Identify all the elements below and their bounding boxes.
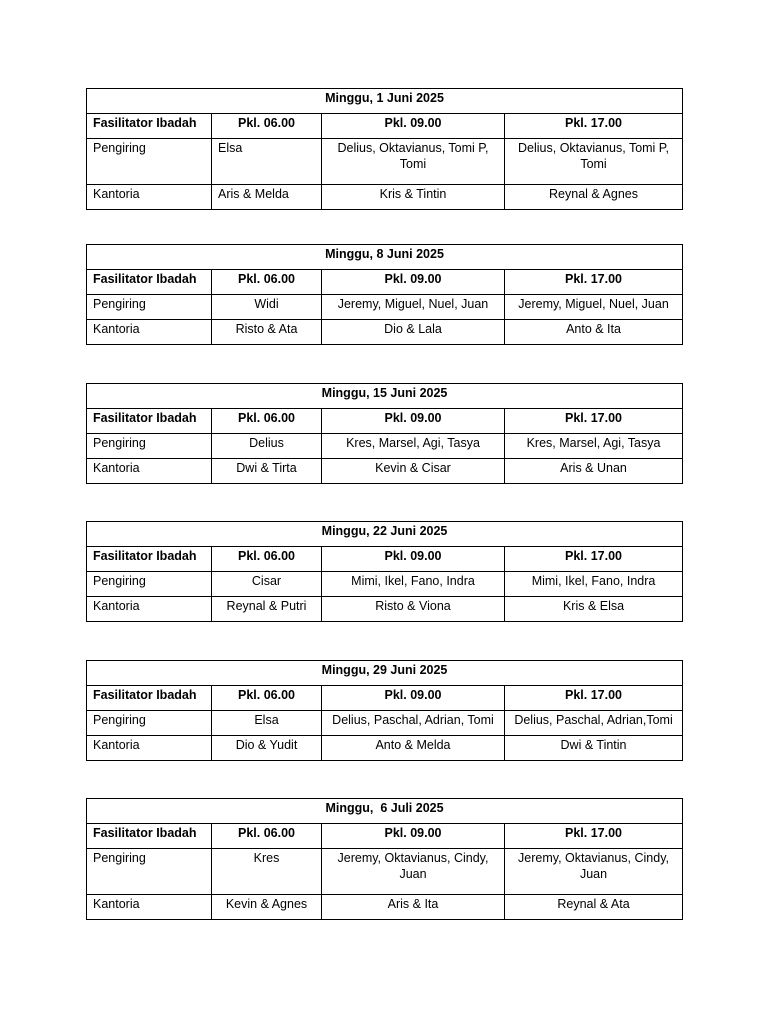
row-label-kantoria: Kantoria <box>87 459 212 484</box>
schedule-table <box>86 660 683 761</box>
row-label-kantoria: Kantoria <box>87 185 212 210</box>
cell-1700: Anto & Ita <box>505 320 683 345</box>
cell-0900: Delius, Paschal, Adrian, Tomi <box>322 711 505 736</box>
schedule-date-title: Minggu, 15 Juni 2025 <box>87 384 683 409</box>
header-time-0900: Pkl. 09.00 <box>322 686 505 711</box>
schedule-date-title: Minggu, 1 Juni 2025 <box>87 89 683 114</box>
row-label-pengiring: Pengiring <box>87 295 212 320</box>
schedule-table <box>86 521 683 622</box>
header-time-1700: Pkl. 17.00 <box>505 270 683 295</box>
header-time-0600: Pkl. 06.00 <box>212 114 322 139</box>
cell-0900: Risto & Viona <box>322 597 505 622</box>
header-time-0600: Pkl. 06.00 <box>212 409 322 434</box>
cell-0600: Dwi & Tirta <box>212 459 322 484</box>
cell-0600: Dio & Yudit <box>212 736 322 761</box>
cell-1700: Delius, Paschal, Adrian,Tomi <box>505 711 683 736</box>
schedule-table <box>86 88 683 210</box>
cell-1700: Kres, Marsel, Agi, Tasya <box>505 434 683 459</box>
cell-0900: Jeremy, Miguel, Nuel, Juan <box>322 295 505 320</box>
header-role: Fasilitator Ibadah <box>87 409 212 434</box>
schedule-table <box>86 244 683 345</box>
cell-1700: Dwi & Tintin <box>505 736 683 761</box>
cell-0600: Elsa <box>212 139 322 185</box>
header-time-0900: Pkl. 09.00 <box>322 824 505 849</box>
row-label-kantoria: Kantoria <box>87 895 212 920</box>
cell-0900: Kevin & Cisar <box>322 459 505 484</box>
row-label-pengiring: Pengiring <box>87 572 212 597</box>
header-time-0600: Pkl. 06.00 <box>212 270 322 295</box>
row-label-kantoria: Kantoria <box>87 320 212 345</box>
cell-0600: Widi <box>212 295 322 320</box>
header-time-1700: Pkl. 17.00 <box>505 409 683 434</box>
cell-1700: Jeremy, Oktavianus, Cindy, Juan <box>505 849 683 895</box>
cell-0600: Kevin & Agnes <box>212 895 322 920</box>
row-label-pengiring: Pengiring <box>87 139 212 185</box>
row-label-kantoria: Kantoria <box>87 597 212 622</box>
header-time-0900: Pkl. 09.00 <box>322 547 505 572</box>
schedule-table <box>86 798 683 920</box>
header-time-0900: Pkl. 09.00 <box>322 270 505 295</box>
header-role: Fasilitator Ibadah <box>87 547 212 572</box>
cell-0900: Aris & Ita <box>322 895 505 920</box>
cell-0600: Elsa <box>212 711 322 736</box>
header-role: Fasilitator Ibadah <box>87 686 212 711</box>
cell-1700: Reynal & Ata <box>505 895 683 920</box>
schedule-date-title: Minggu, 22 Juni 2025 <box>87 522 683 547</box>
cell-1700: Reynal & Agnes <box>505 185 683 210</box>
header-time-1700: Pkl. 17.00 <box>505 824 683 849</box>
header-role: Fasilitator Ibadah <box>87 114 212 139</box>
cell-0900: Anto & Melda <box>322 736 505 761</box>
cell-0900: Jeremy, Oktavianus, Cindy, Juan <box>322 849 505 895</box>
header-time-0600: Pkl. 06.00 <box>212 824 322 849</box>
header-time-1700: Pkl. 17.00 <box>505 547 683 572</box>
header-time-1700: Pkl. 17.00 <box>505 686 683 711</box>
cell-1700: Jeremy, Miguel, Nuel, Juan <box>505 295 683 320</box>
cell-0900: Kris & Tintin <box>322 185 505 210</box>
header-time-0600: Pkl. 06.00 <box>212 686 322 711</box>
row-label-kantoria: Kantoria <box>87 736 212 761</box>
header-time-0900: Pkl. 09.00 <box>322 409 505 434</box>
schedule-date-title: Minggu, 8 Juni 2025 <box>87 245 683 270</box>
cell-0600: Risto & Ata <box>212 320 322 345</box>
cell-0900: Kres, Marsel, Agi, Tasya <box>322 434 505 459</box>
cell-0900: Dio & Lala <box>322 320 505 345</box>
row-label-pengiring: Pengiring <box>87 711 212 736</box>
cell-0900: Mimi, Ikel, Fano, Indra <box>322 572 505 597</box>
header-time-0600: Pkl. 06.00 <box>212 547 322 572</box>
cell-1700: Kris & Elsa <box>505 597 683 622</box>
cell-1700: Aris & Unan <box>505 459 683 484</box>
cell-0600: Cisar <box>212 572 322 597</box>
cell-0600: Delius <box>212 434 322 459</box>
cell-0600: Reynal & Putri <box>212 597 322 622</box>
cell-0600: Aris & Melda <box>212 185 322 210</box>
header-time-1700: Pkl. 17.00 <box>505 114 683 139</box>
row-label-pengiring: Pengiring <box>87 849 212 895</box>
cell-0600: Kres <box>212 849 322 895</box>
header-role: Fasilitator Ibadah <box>87 824 212 849</box>
schedule-table <box>86 383 683 484</box>
schedule-date-title: Minggu, 6 Juli 2025 <box>87 799 683 824</box>
cell-0900: Delius, Oktavianus, Tomi P, Tomi <box>322 139 505 185</box>
schedule-date-title: Minggu, 29 Juni 2025 <box>87 661 683 686</box>
cell-1700: Delius, Oktavianus, Tomi P, Tomi <box>505 139 683 185</box>
row-label-pengiring: Pengiring <box>87 434 212 459</box>
header-time-0900: Pkl. 09.00 <box>322 114 505 139</box>
cell-1700: Mimi, Ikel, Fano, Indra <box>505 572 683 597</box>
header-role: Fasilitator Ibadah <box>87 270 212 295</box>
